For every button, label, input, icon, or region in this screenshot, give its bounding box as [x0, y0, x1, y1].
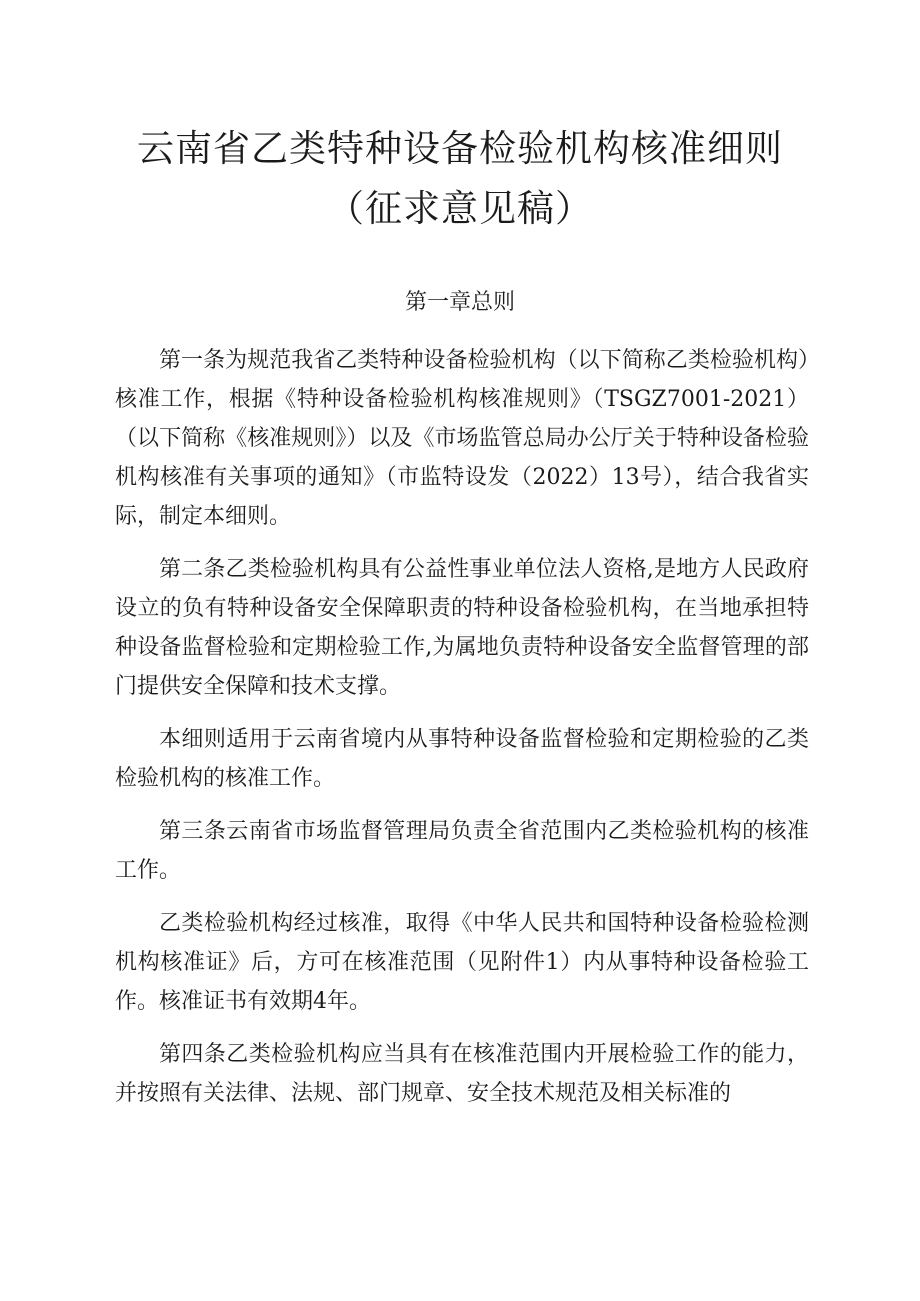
paragraph-article-3: 第三条云南省市场监督管理局负责全省范围内乙类检验机构的核准工作。 — [115, 819, 809, 883]
document-body — [115, 341, 809, 1127]
paragraph-scope: 本细则适用于云南省境内从事特种设备监督检验和定期检验的乙类检验机构的核准工作。 — [115, 727, 809, 791]
document-subtitle: （征求意见稿） — [327, 187, 593, 230]
document-title: 云南省乙类特种设备检验机构核准细则 — [137, 127, 783, 170]
paragraph-article-4: 第四条乙类检验机构应当具有在核准范围内开展检验工作的能力，并按照有关法律、法规、部门规章、安全技术规范及相关标准的 — [115, 1042, 809, 1106]
paragraph-article-2: 第二条乙类检验机构具有公益性事业单位法人资格,是地方人民政府设立的负有特种设备安全保障职责的特种设备检验机构，在当地承担特种设备监督检验和定期检验工作,为属地负责特种设备安全监督管理的部门提供安全保障和技术支撑。 — [115, 557, 809, 699]
paragraph-certificate: 乙类检验机构经过核准，取得《中华人民共和国特种设备检验检测机构核准证》后，方可在核准范围（见附件1）内从事特种设备检验工作。核准证书有效期4年。 — [115, 911, 809, 1014]
paragraph-article-1: 第一条为规范我省乙类特种设备检验机构（以下简称乙类检验机构）核准工作，根据《特种设备检验机构核准规则》（TSGZ7001-2021）（以下简称《核准规则》）以及《市场监管总局办公厅关于特种设备检验机构核准有关事项的通知》（市监特设发（2022）13号），结合我省实际，制定本细则。 — [115, 348, 809, 529]
chapter-heading: 第一章总则 — [404, 290, 515, 315]
